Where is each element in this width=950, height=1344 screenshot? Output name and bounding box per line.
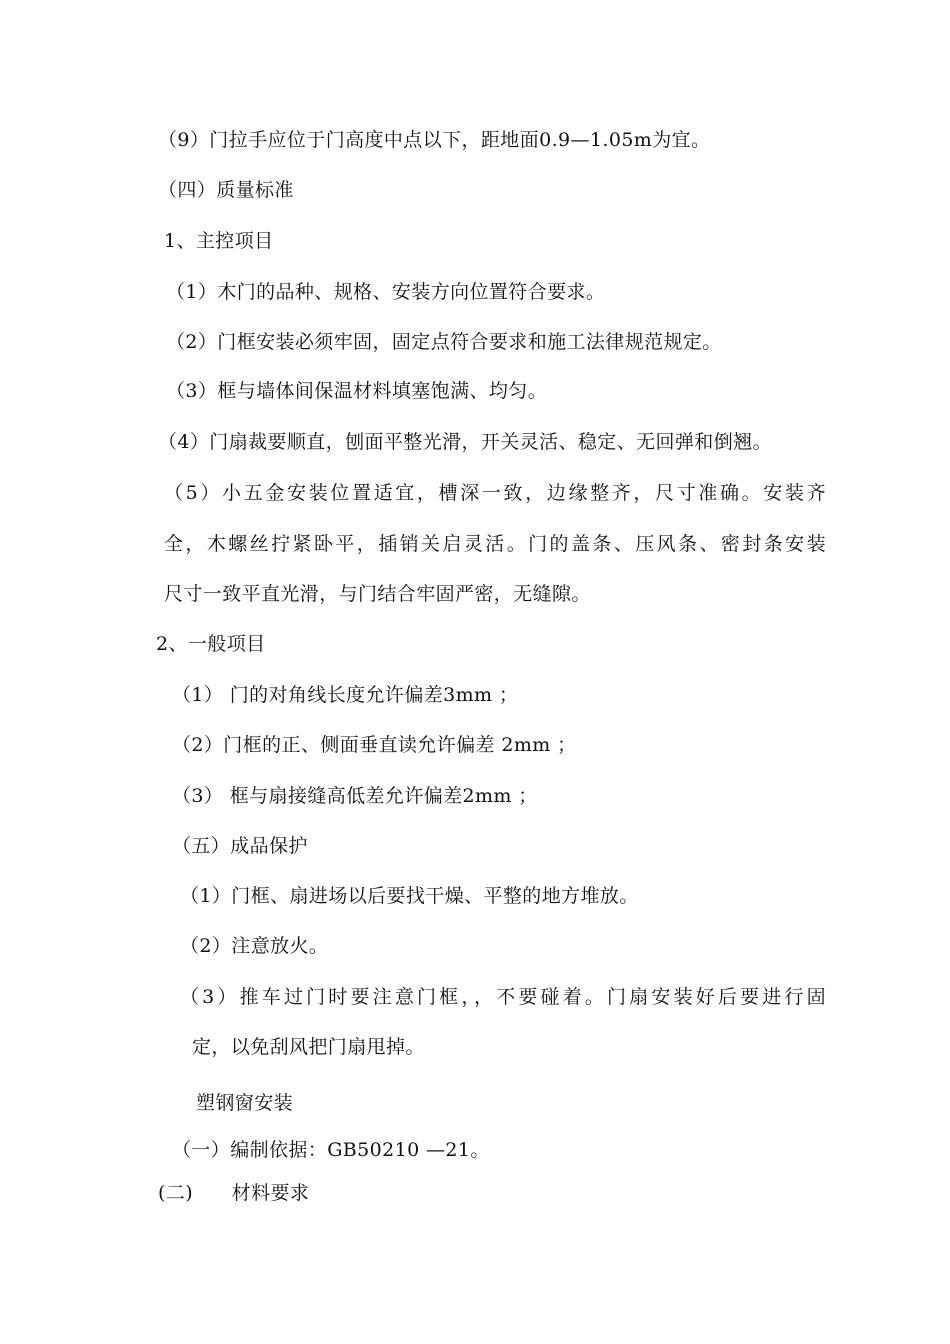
text-line-general-3: （3） 框与扇接缝高低差允许偏差2mm ；: [172, 785, 538, 807]
text-line-main-3: （3）框与墙体间保温材料填塞饱满、均匀。: [166, 380, 548, 402]
subheading-main-control-items: 1、主控项目: [164, 230, 274, 252]
text-line-protection-1: （1）门框、扇进场以后要找干燥、平整的地方堆放。: [180, 885, 639, 907]
text-line-protection-3b: 定，以免刮风把门扇甩掉。: [192, 1036, 425, 1058]
text-line-item-9: （9）门拉手应位于门高度中点以下，距地面0.9—1.05m为宜。: [158, 129, 711, 151]
text-line-protection-2: （2）注意放火。: [180, 935, 329, 957]
text-line-basis: （一）编制依据：GB50210 —21。: [172, 1139, 490, 1161]
text-line-main-4: （4）门扇裁要顺直，刨面平整光滑，开关灵活、稳定、无回弹和倒翘。: [158, 431, 772, 453]
section-heading-quality-standard: （四）质量标准: [158, 179, 294, 201]
text-line-main-5a: （5）小五金安装位置适宜，槽深一致，边缘整齐，尺寸准确。安装齐: [164, 482, 826, 504]
text-line-main-5c: 尺寸一致平直光滑，与门结合牢固严密，无缝隙。: [164, 583, 591, 605]
text-line-main-5b: 全，木螺丝拧紧卧平，插销关启灵活。门的盖条、压风条、密封条安装: [164, 533, 826, 555]
text-line-general-2: （2）门框的正、侧面垂直读允许偏差 2mm ；: [172, 734, 577, 756]
text-line-protection-3a: （3）推车过门时要注意门框，，不要碰着。门扇安装好后要进行固: [180, 986, 826, 1008]
text-line-material-requirements: (二) 材料要求: [158, 1182, 310, 1204]
section-heading-plastic-steel-window: 塑钢窗安装: [196, 1092, 294, 1114]
subheading-general-items: 2、一般项目: [156, 633, 266, 655]
section-heading-product-protection: （五）成品保护: [172, 835, 308, 857]
text-line-general-1: （1） 门的对角线长度允许偏差3mm ；: [172, 684, 519, 706]
text-line-main-1: （1）木门的品种、规格、安装方向位置符合要求。: [166, 281, 606, 303]
text-line-main-2: （2）门框安装必须牢固，固定点符合要求和施工法律规范规定。: [166, 331, 722, 353]
